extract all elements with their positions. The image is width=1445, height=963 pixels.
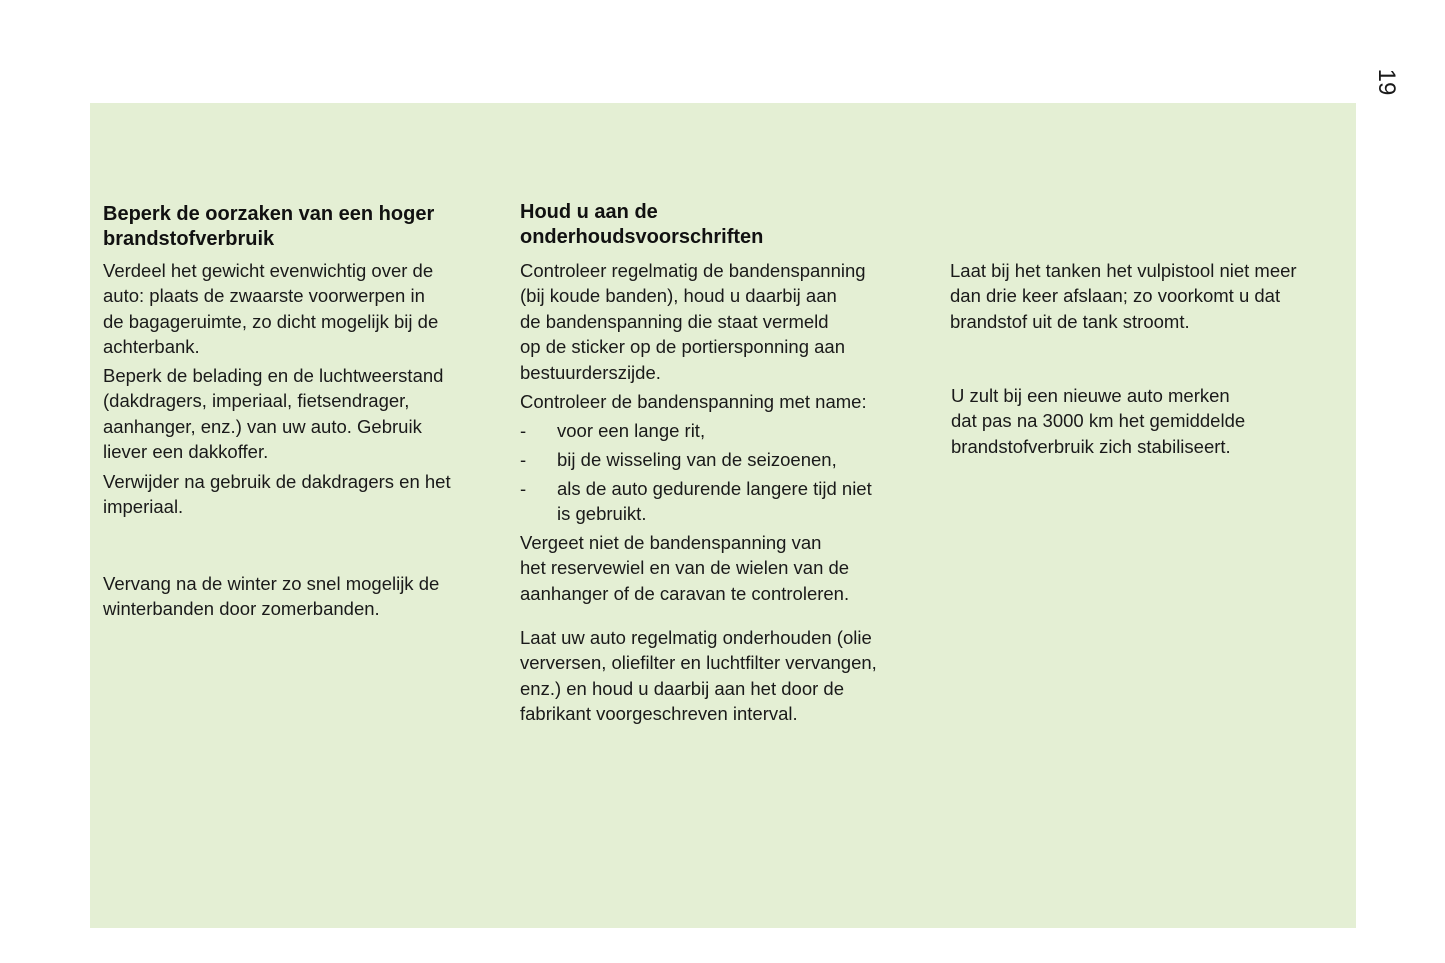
paragraph-winter-tyres: Vervang na de winter zo snel mogelijk de winterbanden door zomerbanden. — [103, 573, 440, 620]
bullet-text: bij de wisseling van de seizoenen, — [557, 449, 837, 470]
paragraph-tyre-pressure: Controleer regelmatig de bandenspanning (bij koude banden), houd u daarbij aan de bandenspanning die staat vermeld op de sticker op de portiersponning aan bestuurderszijde. — [520, 260, 866, 383]
content-panel — [90, 103, 1356, 928]
heading-fuel-consumption: Beperk de oorzaken van een hoger brandstofverbruik — [103, 203, 435, 250]
paragraph-service-interval: Laat uw auto regelmatig onderhouden (olie verversen, oliefilter en luchtfilter vervangen, enz.) en houd u daarbij aan het door de fabrikant voorgeschreven interval. — [520, 627, 877, 725]
paragraph-weight-distribution: Verdeel het gewicht evenwichtig over de auto: plaats de zwaarste voorwerpen in de bagageruimte, zo dicht mogelijk bij de achterbank. — [103, 260, 439, 358]
bullet-text: voor een lange rit, — [557, 420, 706, 441]
paragraph-spare-wheel: Vergeet niet de bandenspanning van het reservewiel en van de wielen van de aanhanger of de caravan te controleren. — [520, 532, 850, 604]
paragraph-refuelling: Laat bij het tanken het vulpistool niet meer dan drie keer afslaan; zo voorkomt u dat brandstof uit de tank stroomt. — [950, 260, 1297, 332]
paragraph-check-pressure-when: Controleer de bandenspanning met name: — [520, 391, 867, 412]
paragraph-new-car-consumption: U zult bij een nieuwe auto merken dat pas na 3000 km het gemiddelde brandstofverbruik zich stabiliseert. — [951, 385, 1246, 457]
page-number: 19 — [1373, 68, 1400, 96]
bullet-marker: - — [520, 478, 527, 499]
heading-maintenance: Houd u aan de onderhoudsvoorschriften — [520, 201, 764, 248]
paragraph-load-drag: Beperk de belading en de luchtweerstand (dakdragers, imperiaal, fietsendrager, aanhanger, enz.) van uw auto. Gebruik liever een dakkoffer. — [103, 365, 444, 463]
paragraph-remove-roof-bars: Verwijder na gebruik de dakdragers en het imperiaal. — [103, 471, 451, 518]
bullet-marker: - — [520, 420, 527, 441]
bullet-marker: - — [520, 449, 527, 470]
bullet-text: als de auto gedurende langere tijd niet is gebruikt. — [557, 478, 872, 525]
